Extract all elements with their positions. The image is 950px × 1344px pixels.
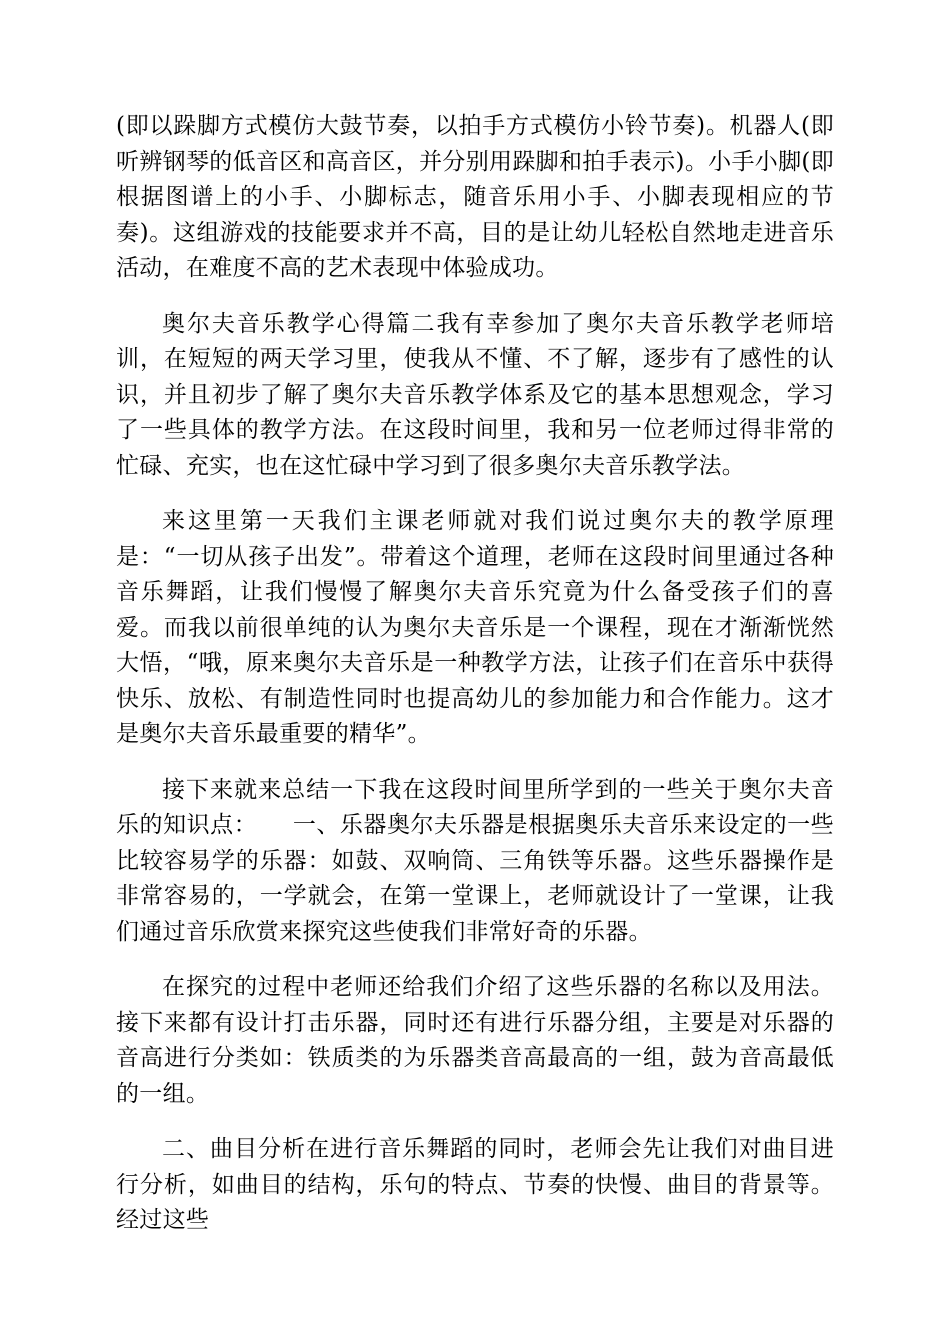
paragraph-5: 在探究的过程中老师还给我们介绍了这些乐器的名称以及用法。接下来都有设计打击乐器，同时还有进行乐器分组，主要是对乐器的音高进行分类如：铁质类的为乐器类音高最高的一组，鼓为音高最低的一组。 bbox=[116, 974, 834, 1107]
paragraph-4: 接下来就来总结一下我在这段时间里所学到的一些关于奥尔夫音乐的知识点： 一、乐器奥尔夫乐器是根据奥乐夫音乐来设定的一些比较容易学的乐器：如鼓、双响筒、三角铁等乐器。这些乐器操作是非常容易的，一学就会，在第一堂课上，老师就设计了一堂课，让我们通过音乐欣赏来探究这些使我们非常好奇的乐器。 bbox=[116, 776, 834, 945]
document-body bbox=[116, 109, 834, 1259]
paragraph-6: 二、曲目分析在进行音乐舞蹈的同时，老师会先让我们对曲目进行分析，如曲目的结构，乐句的特点、节奏的快慢、曲目的背景等。经过这些 bbox=[116, 1136, 834, 1233]
paragraph-2: 奥尔夫音乐教学心得篇二我有幸参加了奥尔夫音乐教学老师培训，在短短的两天学习里，使我从不懂、不了解，逐步有了感性的认识，并且初步了解了奥尔夫音乐教学体系及它的基本思想观念，学习了一些具体的教学方法。在这段时间里，我和另一位老师过得非常的忙碌、充实，也在这忙碌中学习到了很多奥尔夫音乐教学法。 bbox=[116, 310, 834, 479]
paragraph-1: (即以跺脚方式模仿大鼓节奏，以拍手方式模仿小铃节奏)。机器人(即听辨钢琴的低音区和高音区，并分别用跺脚和拍手表示)。小手小脚(即根据图谱上的小手、小脚标志，随音乐用小手、小脚表现相应的节奏)。这组游戏的技能要求并不高，目的是让幼儿轻松自然地走进音乐活动，在难度不高的艺术表现中体验成功。 bbox=[116, 113, 834, 281]
paragraph-3: 来这里第一天我们主课老师就对我们说过奥尔夫的教学原理是：“一切从孩子出发”。带着这个道理，老师在这段时间里通过各种音乐舞蹈，让我们慢慢了解奥尔夫音乐究竟为什么备受孩子们的喜爱。而我以前很单纯的认为奥尔夫音乐是一个课程，现在才渐渐恍然大悟，“哦，原来奥尔夫音乐是一种教学方法，让孩子们在音乐中获得快乐、放松、有制造性同时也提高幼儿的参加能力和合作能力。这才是奥尔夫音乐最重要的精华”。 bbox=[116, 508, 834, 747]
